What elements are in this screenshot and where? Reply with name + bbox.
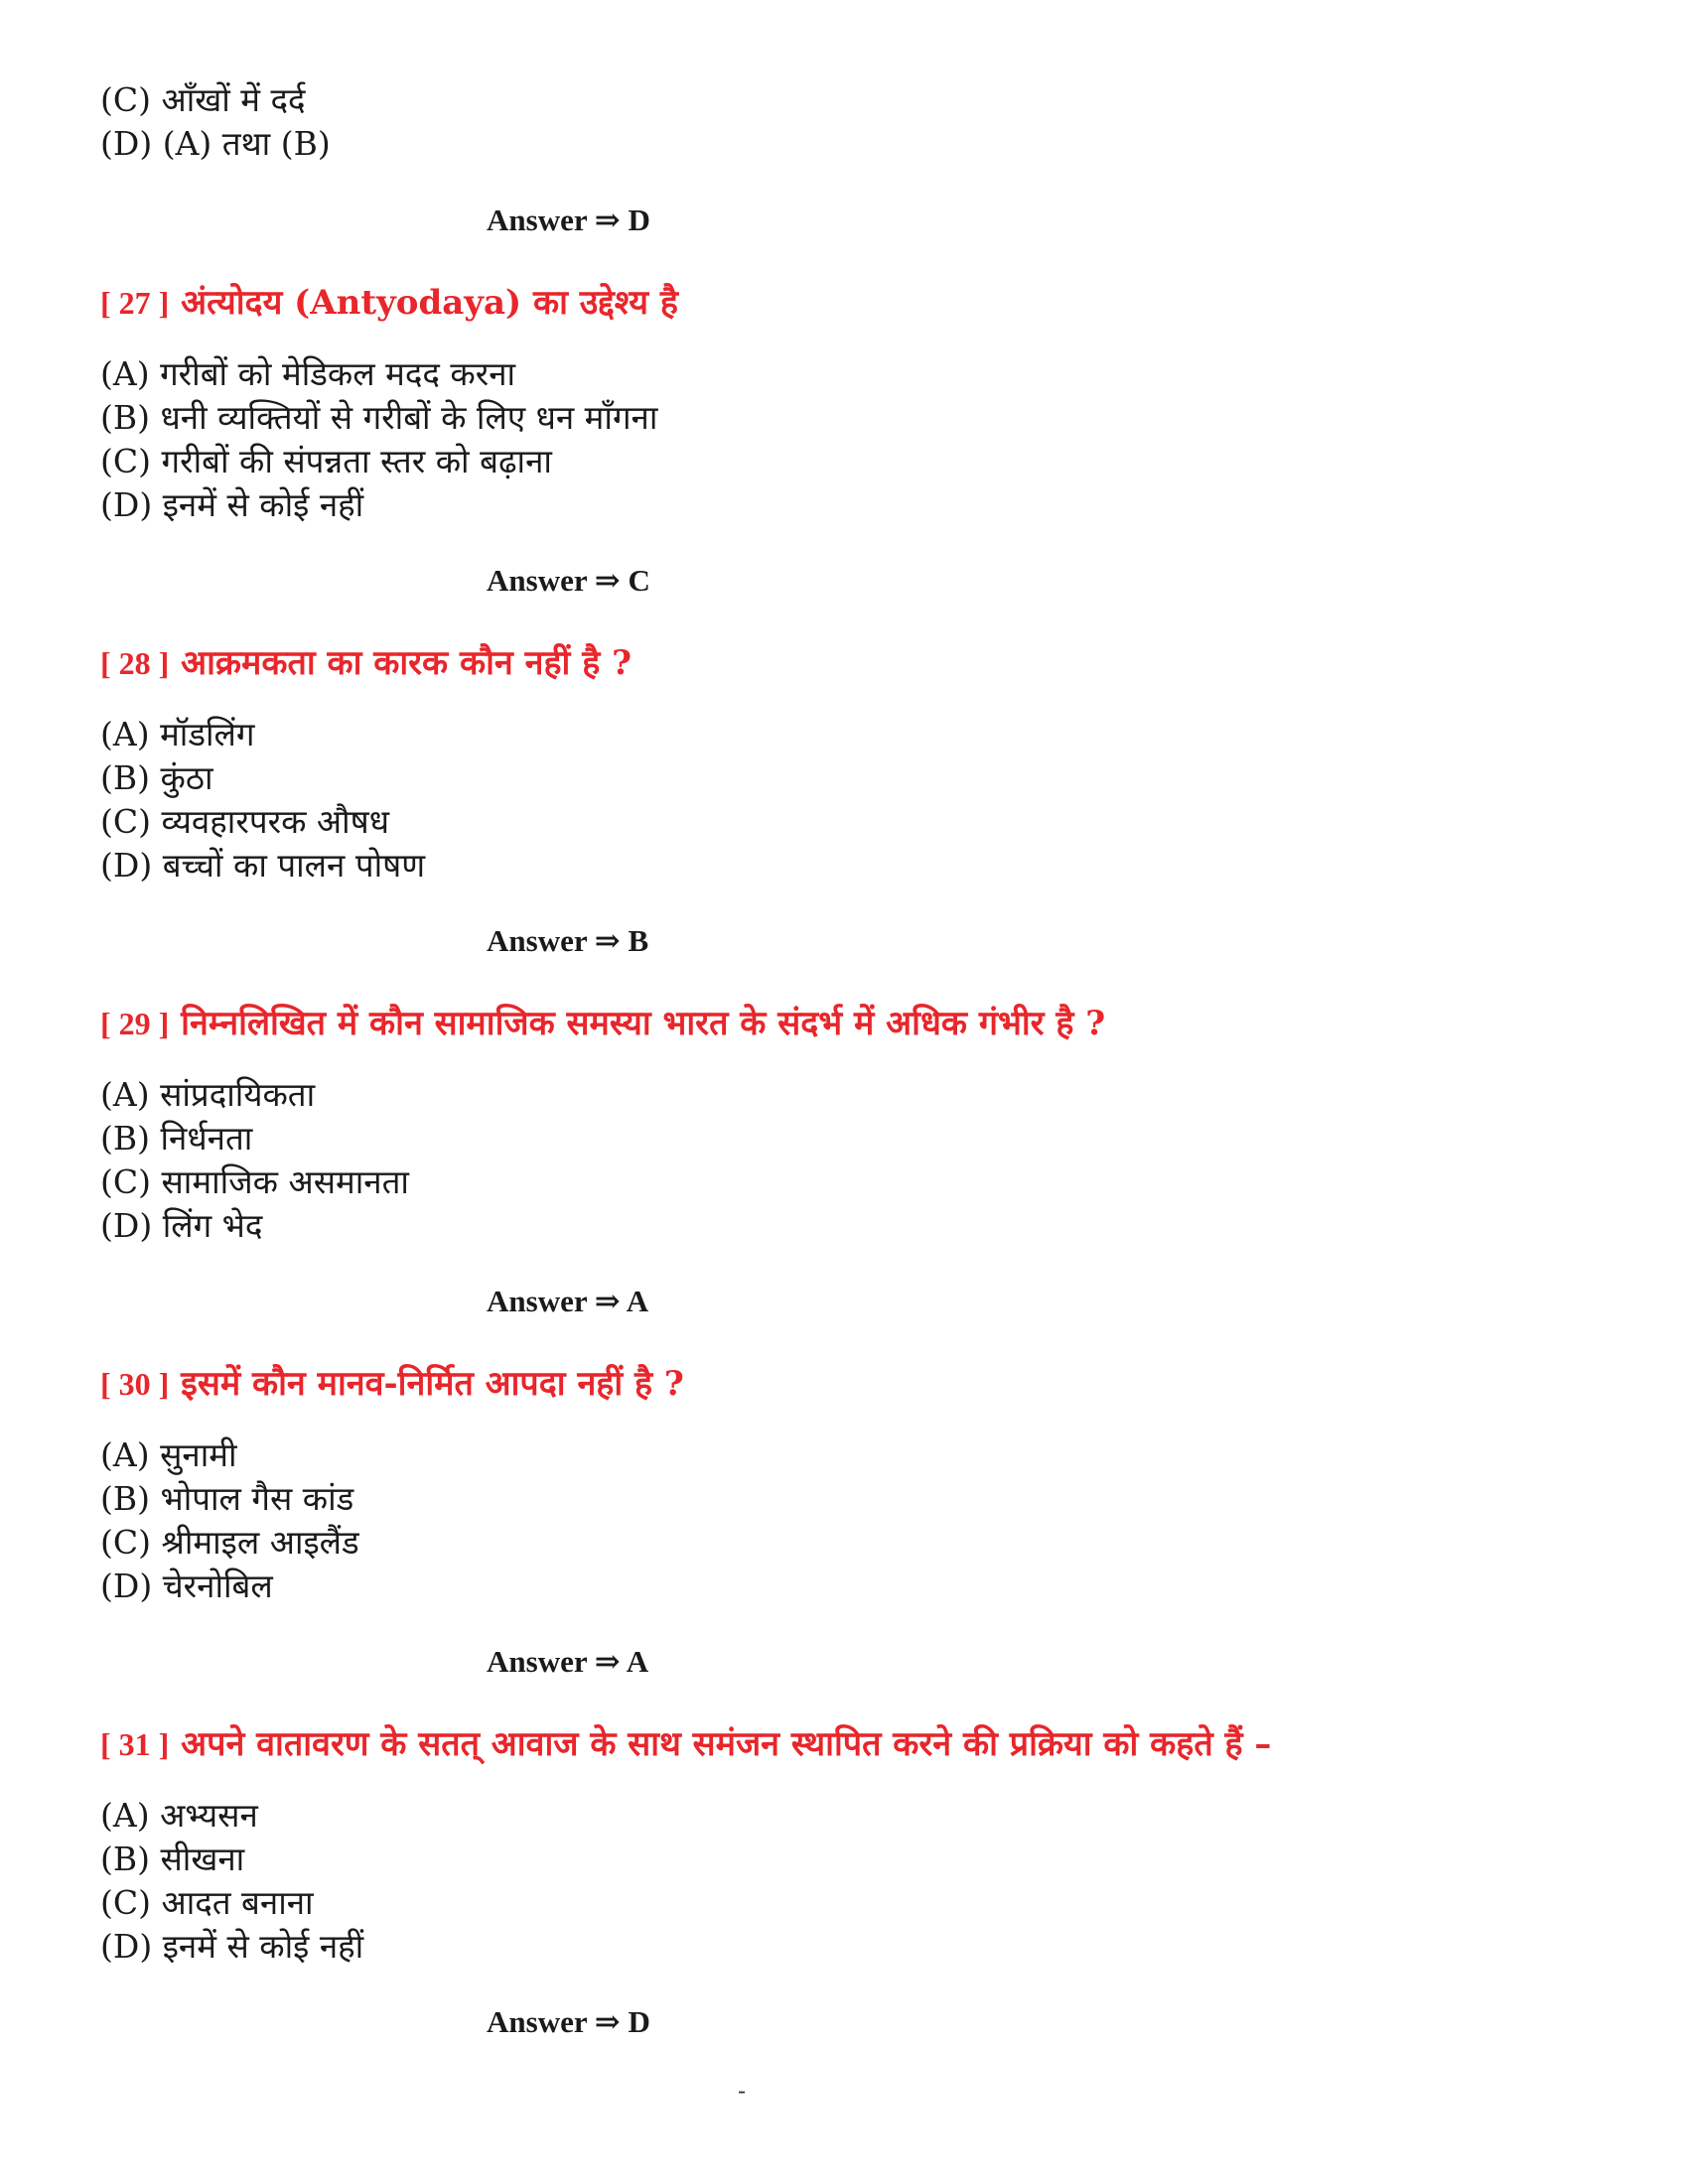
question-number: [ 30 ] bbox=[100, 1366, 170, 1402]
option-d: (D) बच्चों का पालन पोषण bbox=[100, 846, 426, 885]
question-text: आक्रमकता का कारक कौन नहीं है ? bbox=[181, 643, 633, 683]
option-a: (A) सांप्रदायिकता bbox=[100, 1075, 316, 1114]
answer-line: Answer ⇒ B bbox=[487, 923, 649, 958]
question-number: [ 29 ] bbox=[100, 1006, 170, 1041]
option-d: (D) इनमें से कोई नहीं bbox=[100, 1927, 364, 1966]
answer-line: Answer ⇒ D bbox=[487, 203, 650, 237]
option-d: (D) इनमें से कोई नहीं bbox=[100, 485, 364, 524]
question-heading bbox=[100, 1359, 684, 1405]
option-d: (D) चेरनोबिल bbox=[100, 1567, 273, 1605]
option-b: (B) निर्धनता bbox=[100, 1119, 253, 1158]
option-c: (C) आँखों में दर्द bbox=[100, 80, 306, 119]
answer-line: Answer ⇒ C bbox=[487, 563, 650, 598]
question-heading bbox=[100, 999, 1105, 1044]
question-number: [ 27 ] bbox=[100, 285, 170, 321]
option-a: (A) गरीबों को मेडिकल मदद करना bbox=[100, 354, 516, 393]
option-c: (C) श्रीमाइल आइलैंड bbox=[100, 1523, 359, 1562]
question-heading bbox=[100, 1719, 1271, 1765]
option-c: (C) व्यवहारपरक औषध bbox=[100, 802, 390, 841]
option-d: (D) (A) तथा (B) bbox=[100, 124, 331, 163]
option-a: (A) सुनामी bbox=[100, 1435, 237, 1474]
option-b: (B) कुंठा bbox=[100, 758, 213, 797]
question-number: [ 31 ] bbox=[100, 1726, 170, 1762]
option-b: (B) भोपाल गैस कांड bbox=[100, 1479, 354, 1518]
question-text: इसमें कौन मानव-निर्मित आपदा नहीं है ? bbox=[181, 1364, 684, 1404]
option-c: (C) सामाजिक असमानता bbox=[100, 1162, 409, 1201]
option-b: (B) सीखना bbox=[100, 1840, 245, 1878]
answer-line: Answer ⇒ A bbox=[487, 1644, 649, 1679]
option-a: (A) मॉडलिंग bbox=[100, 715, 255, 753]
question-heading bbox=[100, 638, 632, 684]
option-a: (A) अभ्यसन bbox=[100, 1796, 258, 1835]
question-text: अपने वातावरण के सतत् आवाज के साथ समंजन स्थापित करने की प्रक्रिया को कहते हैं – bbox=[181, 1724, 1272, 1764]
option-d: (D) लिंग भेद bbox=[100, 1206, 263, 1245]
question-number: [ 28 ] bbox=[100, 645, 170, 681]
answer-line: Answer ⇒ D bbox=[487, 2004, 650, 2039]
page-footer: - bbox=[738, 2077, 747, 2105]
option-c: (C) गरीबों की संपन्नता स्तर को बढ़ाना bbox=[100, 442, 552, 480]
question-heading bbox=[100, 278, 678, 324]
question-text: निम्नलिखित में कौन सामाजिक समस्या भारत के संदर्भ में अधिक गंभीर है ? bbox=[181, 1004, 1106, 1043]
option-b: (B) धनी व्यक्तियों से गरीबों के लिए धन माँगना bbox=[100, 398, 658, 437]
answer-line: Answer ⇒ A bbox=[487, 1284, 649, 1318]
option-c: (C) आदत बनाना bbox=[100, 1883, 314, 1922]
question-text: अंत्योदय (Antyodaya) का उद्देश्य है bbox=[181, 283, 678, 323]
